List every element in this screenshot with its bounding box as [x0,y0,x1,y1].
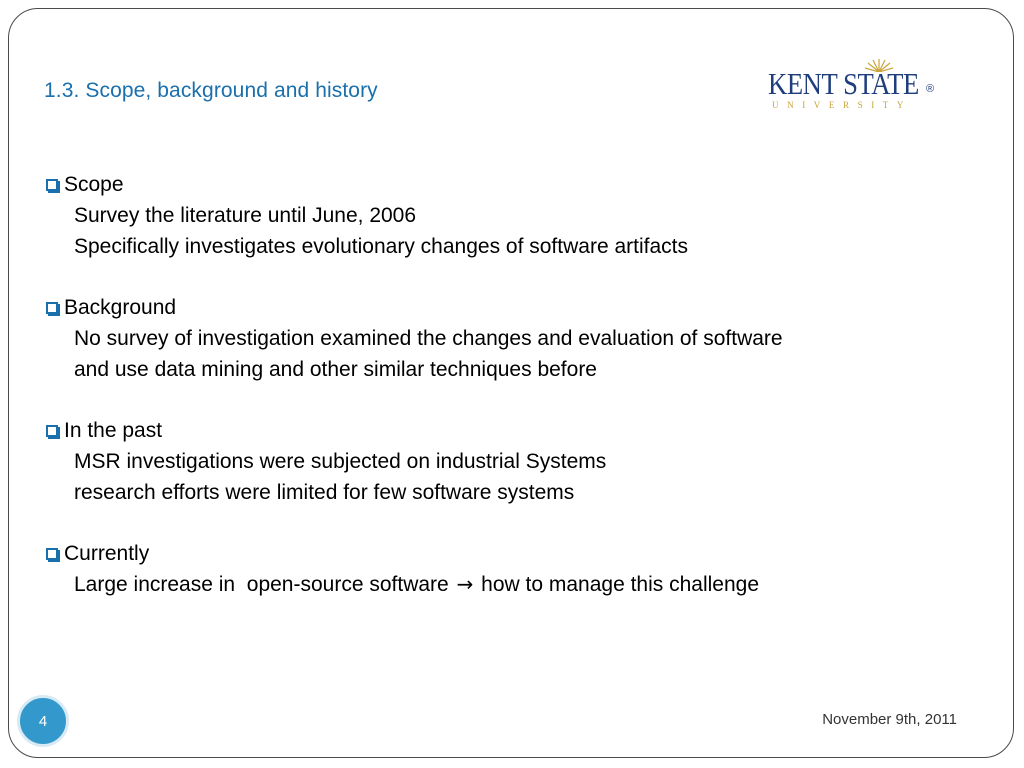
registered-mark: ® [926,83,935,95]
section-heading-row [46,170,966,200]
slide-date: November 9th, 2011 [822,711,957,728]
section-heading: Scope [64,173,124,196]
section-line: Survey the literature until June, 2006 [74,204,417,227]
section-line: MSR investigations were subjected on industrial Systems [74,450,607,473]
section-heading-row [46,539,966,569]
checkbox-bullet-icon [46,548,58,560]
section-line [46,569,966,600]
section-in-the-past [46,416,966,508]
line-text-after-arrow: how to manage this challenge [481,573,760,596]
university-logo [768,58,940,112]
section-currently [46,539,966,600]
section-heading-row [46,293,966,323]
checkbox-bullet-icon [46,302,58,314]
section-heading: Background [64,296,177,319]
section-scope [46,170,966,262]
section-heading-row [46,416,966,446]
logo-subtitle: UNIVERSITY [772,100,912,110]
section-heading: Currently [64,542,150,565]
section-line: Specifically investigates evolutionary changes of software artifacts [74,235,688,258]
slide-content [46,170,966,631]
section-line: and use data mining and other similar techniques before [74,358,597,381]
line-text-before-arrow: Large increase in open-source software [74,573,449,596]
checkbox-bullet-icon [46,425,58,437]
right-arrow-icon: → [456,572,474,596]
slide-title: 1.3. Scope, background and history [44,79,378,102]
section-line: No survey of investigation examined the changes and evaluation of software [74,327,783,350]
section-background [46,293,966,385]
page-number-badge: 4 [17,695,69,747]
section-heading: In the past [64,419,163,442]
section-line: research efforts were limited for few software systems [74,481,575,504]
checkbox-bullet-icon [46,179,58,191]
logo-wordmark: KENT STATE [768,66,919,101]
